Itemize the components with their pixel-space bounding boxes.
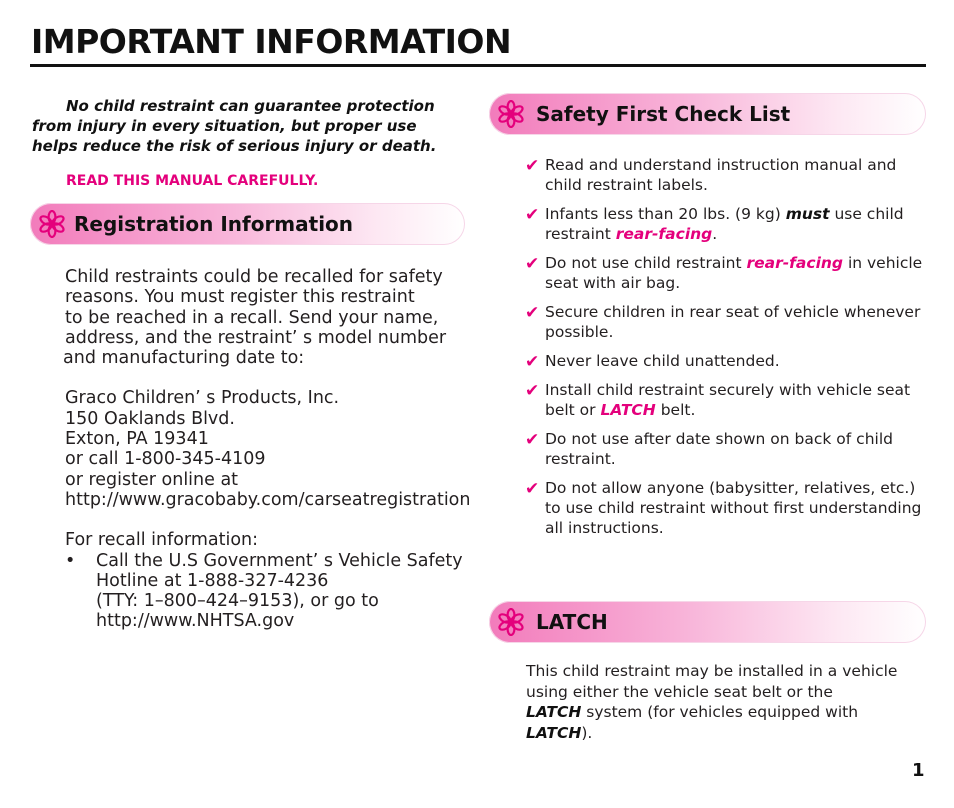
intro-warning: No child restraint can guarantee protection from injury in every situation, but proper use helps reduce the risk of serious injury or death. [32,97,437,155]
checklist-text: in vehicle seat with air bag. [545,254,923,292]
checklist-emphasis: LATCH [600,401,656,419]
registration-line: to be reached in a recall. Send your name, [65,307,439,328]
checklist-emphasis: must [785,205,830,223]
checklist-text: Infants less than 20 lbs. (9 kg) [545,205,786,223]
registration-line: reasons. You must register this restraint [65,287,415,308]
address-line: or call 1-800-345-4109 [65,449,266,470]
checklist-item [525,351,925,371]
checklist-item [525,204,925,244]
latch-term: LATCH [526,703,582,721]
recall-intro: For recall information: [65,530,259,551]
checklist-item [525,380,925,420]
latch-heading: LATCH [536,610,608,634]
check-mark-icon: ✔ [525,156,540,176]
checklist-item [525,253,925,293]
page-number: 1 [912,760,925,781]
checklist-text: Do not use after date shown on back of child restraint. [545,430,893,468]
checklist-text: belt. [655,401,696,419]
check-mark-icon: ✔ [525,303,540,323]
latch-term: LATCH [526,723,582,742]
checklist-emphasis: rear-facing [746,254,844,272]
checklist-item [525,302,925,342]
checklist-text: Do not allow anyone (babysitter, relatives, etc.) to use child restraint without first understanding all instructions. [545,479,922,537]
check-mark-icon: ✔ [525,430,540,450]
flower-icon [497,100,525,128]
check-mark-icon: ✔ [525,205,540,225]
check-mark-icon: ✔ [525,479,540,499]
address-line: Graco Children’ s Products, Inc. [65,388,340,409]
latch-body [526,661,926,743]
flower-icon [497,608,525,636]
check-mark-icon: ✔ [525,381,540,401]
recall-line: (TTY: 1–800–424–9153), or go to [96,591,379,612]
check-mark-icon: ✔ [525,352,540,372]
checklist-text: Install child restraint securely with vehicle seat belt or [545,381,911,419]
latch-text: ). [581,723,593,742]
checklist-text: . [712,225,718,243]
safety-header [489,93,926,135]
checklist-text: Read and understand instruction manual and child restraint labels. [545,156,897,194]
bullet-marker: • [65,550,76,571]
title-rule [30,64,926,67]
checklist-item [525,478,925,538]
registration-body [65,267,505,632]
registration-line: Child restraints could be recalled for safety [65,267,443,287]
recall-line: Call the U.S Government’ s Vehicle Safety [96,550,463,571]
checklist-item [525,429,925,469]
latch-header [489,601,926,643]
checklist-text: Do not use child restraint [545,254,747,272]
read-manual-notice: READ THIS MANUAL CAREFULLY. [66,173,319,189]
nhtsa-url-link[interactable]: http://www.NHTSA.gov [96,611,295,632]
address-line: 150 Oaklands Blvd. [65,408,235,429]
recall-line: Hotline at 1-888-327-4236 [96,570,329,591]
recall-bullet [65,551,505,632]
registration-line: and manufacturing date to: [63,348,305,369]
checklist-item [525,155,925,195]
safety-checklist [525,155,925,547]
checklist-emphasis: rear-facing [615,225,713,243]
page-title: IMPORTANT INFORMATION [31,22,512,61]
safety-heading: Safety First Check List [536,102,791,126]
address-line: or register online at [65,469,239,490]
check-mark-icon: ✔ [525,254,540,274]
registration-header [30,203,465,245]
latch-text: This child restraint may be installed in a vehicle using either the vehicle seat belt or the [526,662,898,701]
flower-icon [38,210,66,238]
registration-line: address, and the restraint’ s model number [65,327,447,348]
checklist-text: use child restraint [545,205,904,243]
latch-text: system (for vehicles equipped with [581,703,859,721]
checklist-text: Secure children in rear seat of vehicle whenever possible. [545,303,921,341]
checklist-text: Never leave child unattended. [545,352,780,370]
registration-heading: Registration Information [74,212,354,236]
registration-url-link[interactable]: http://www.gracobaby.com/carseatregistration [65,489,471,510]
address-line: Exton, PA 19341 [65,429,209,450]
